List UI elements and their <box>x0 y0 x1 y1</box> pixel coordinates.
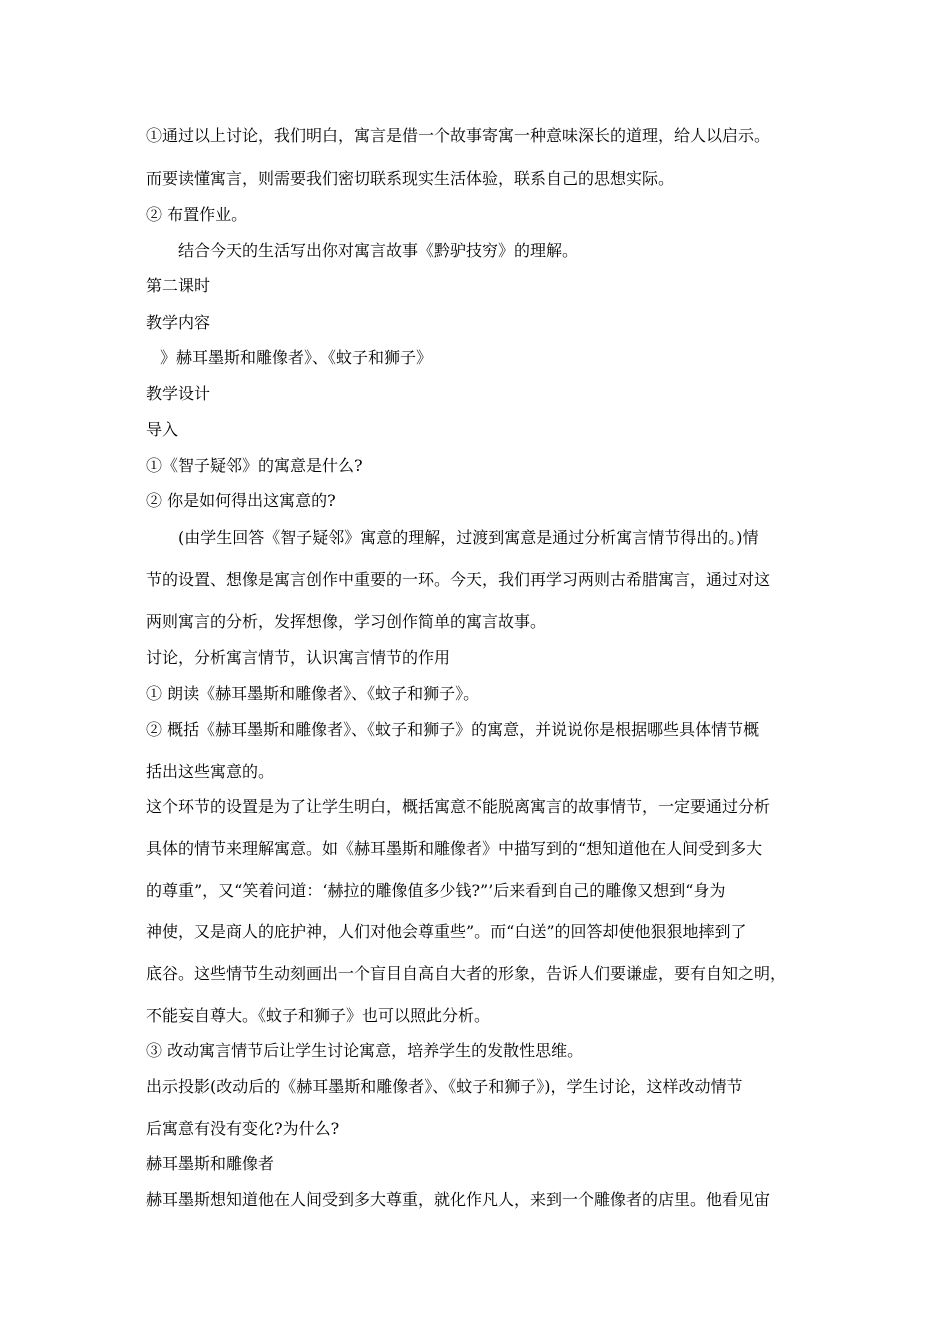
text-line-transition-cont-1: 节的设置、想像是寓言创作中重要的一环。今天，我们再学习两则古希腊寓言，通过对这 <box>146 570 771 589</box>
section-heading-second-lesson: 第二课时 <box>146 276 211 295</box>
text-line-summarize: ② 概括《赫耳墨斯和雕像者》、《蚊子和狮子》的寓意，并说说你是根据哪些具体情节概 <box>146 720 760 739</box>
section-heading-intro: 导入 <box>146 420 179 439</box>
text-line-lesson-titles: 》赫耳墨斯和雕像者》、《蚊子和狮子》 <box>160 348 433 367</box>
text-line-question-1: ①《智子疑邻》的寓意是什么? <box>146 456 363 475</box>
text-line-story-body: 赫耳墨斯想知道他在人间受到多大尊重，就化作凡人，来到一个雕像者的店里。他看见宙 <box>146 1190 771 1209</box>
text-line-story-title: 赫耳墨斯和雕像者 <box>146 1154 275 1173</box>
text-line-explanation-3: 的尊重”，又“笑着问道：‘赫拉的雕像值多少钱?”’后来看到自己的雕像又想到“身为 <box>146 881 726 900</box>
text-line-homework: ② 布置作业。 <box>146 205 248 224</box>
text-line-explanation-4: 神使，又是商人的庇护神，人们对他会尊重些”。而“白送”的回答却使他狠狠地摔到了 <box>146 922 747 941</box>
text-line-transition-cont-2: 两则寓言的分析，发挥想像，学习创作简单的寓言故事。 <box>146 612 547 631</box>
text-line-question-2: ② 你是如何得出这寓意的? <box>146 491 336 510</box>
text-line-read-aloud: ① 朗读《赫耳墨斯和雕像者》、《蚊子和狮子》。 <box>146 684 480 703</box>
text-line-summary-cont: 而要读懂寓言，则需要我们密切联系现实生活体验，联系自己的思想实际。 <box>146 169 675 188</box>
text-line-summarize-cont: 括出这些寓意的。 <box>146 762 275 781</box>
text-line-homework-detail: 结合今天的生活写出你对寓言故事《黔驴技穷》的理解。 <box>178 241 579 260</box>
text-line-summary: ①通过以上讨论，我们明白，寓言是借一个故事寄寓一种意味深长的道理，给人以启示。 <box>146 126 771 145</box>
text-line-explanation-5: 底谷。这些情节生动刻画出一个盲目自高自大者的形象，告诉人们要谦虚，要有自知之明， <box>146 964 787 983</box>
section-heading-discussion: 讨论，分析寓言情节，认识寓言情节的作用 <box>146 648 451 667</box>
text-line-explanation-2: 具体的情节来理解寓意。如《赫耳墨斯和雕像者》中描写到的“想知道他在人间受到多大 <box>146 839 763 858</box>
text-line-projection: 出示投影(改动后的《赫耳墨斯和雕像者》、《蚊子和狮子》)，学生讨论，这样改动情节 <box>146 1077 743 1096</box>
text-line-transition: (由学生回答《智子疑邻》寓意的理解，过渡到寓意是通过分析寓言情节得出的。)情 <box>178 528 759 547</box>
section-heading-content: 教学内容 <box>146 313 211 332</box>
text-line-explanation-1: 这个环节的设置是为了让学生明白，概括寓意不能脱离寓言的故事情节，一定要通过分析 <box>146 797 771 816</box>
text-line-projection-cont: 后寓意有没有变化?为什么? <box>146 1119 340 1138</box>
section-heading-design: 教学设计 <box>146 384 211 403</box>
text-line-explanation-6: 不能妄自尊大。《蚊子和狮子》也可以照此分析。 <box>146 1006 491 1025</box>
text-line-modify-plot: ③ 改动寓言情节后让学生讨论寓意，培养学生的发散性思维。 <box>146 1041 584 1060</box>
